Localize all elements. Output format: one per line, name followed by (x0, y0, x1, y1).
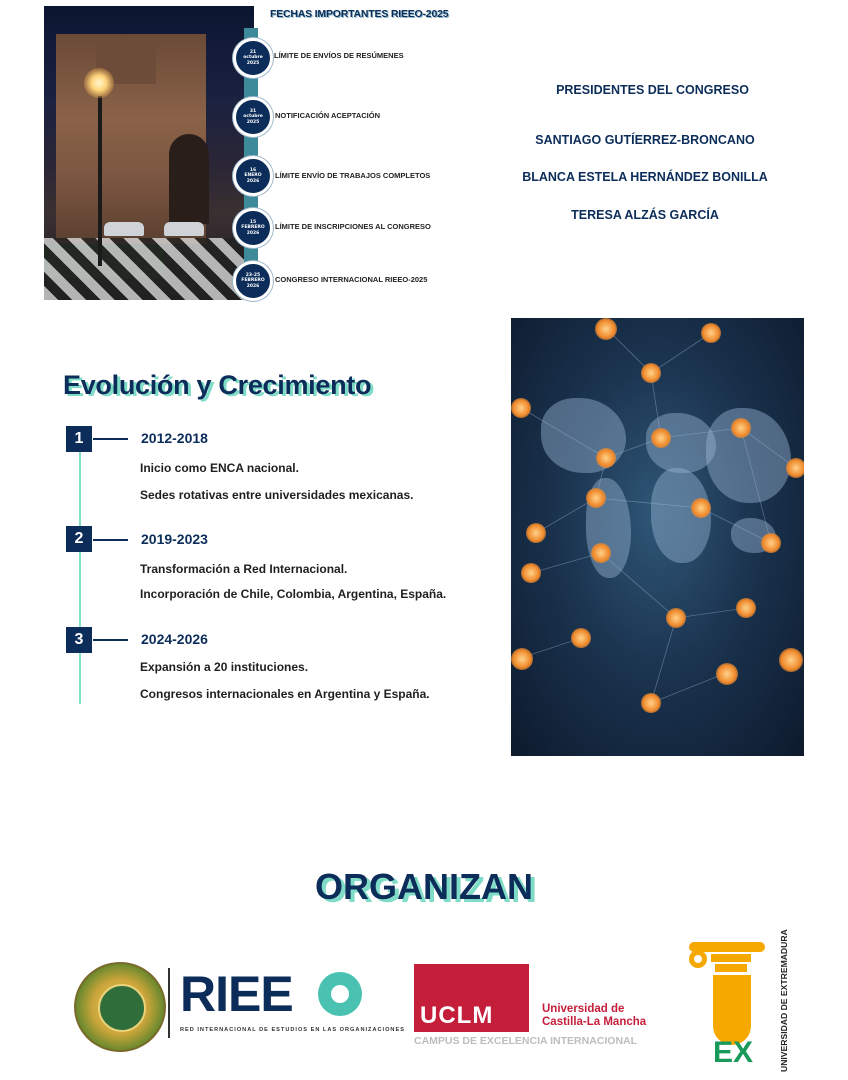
plaza-church-photo (44, 6, 254, 300)
global-network-image (511, 318, 804, 756)
stage-number: 2 (66, 526, 92, 552)
uclm-name: Universidad de Castilla-La Mancha (542, 1003, 647, 1028)
date-badge: 23-25 FEBRERO 2026 (233, 261, 273, 301)
uex-column-capital-icon (689, 938, 765, 976)
network-node-icon (511, 648, 533, 670)
rieeo-logo-word: RIEE (180, 966, 293, 1022)
network-node-icon (666, 608, 686, 628)
uclm-logo-word: UCLM (420, 1002, 494, 1029)
stage-line: Expansión a 20 instituciones. (140, 660, 309, 674)
network-node-icon (511, 398, 531, 418)
network-node-icon (595, 318, 617, 340)
network-node-icon (596, 448, 616, 468)
network-node-icon (736, 598, 756, 618)
network-node-icon (521, 563, 541, 583)
stage-line: Sedes rotativas entre universidades mexicanas. (140, 488, 414, 502)
date-badge: 15 FEBRERO 2026 (233, 208, 273, 248)
network-node-icon (651, 428, 671, 448)
fechas-title: FECHAS IMPORTANTES RIEEO-2025 (270, 8, 449, 20)
stage-line: Transformación a Red Internacional. (140, 562, 348, 576)
uex-vertical-text: UNIVERSIDAD DE EXTREMADURA (779, 929, 789, 1072)
date-label: NOTIFICACIÓN ACEPTACIÓN (275, 111, 380, 120)
network-node-icon (761, 533, 781, 553)
president-name: BLANCA ESTELA HERNÁNDEZ BONILLA (522, 170, 768, 184)
lamp-post (98, 96, 102, 266)
network-node-icon (571, 628, 591, 648)
rieeo-subtitle: RED INTERNACIONAL DE ESTUDIOS EN LAS ORGANIZACIONES (180, 1027, 405, 1033)
stage-period: 2019-2023 (141, 531, 208, 547)
logo-divider (168, 968, 170, 1038)
network-node-icon (691, 498, 711, 518)
stage-line: Incorporación de Chile, Colombia, Argentina, España. (140, 587, 447, 601)
uex-u-shape (713, 975, 751, 1045)
date-label: CONGRESO INTERNACIONAL RIEEO-2025 (275, 275, 428, 284)
university-seal-logo (74, 962, 166, 1052)
car (104, 222, 144, 236)
checkered-plaza (44, 238, 254, 300)
stage-line: Inicio como ENCA nacional. (140, 461, 299, 475)
uex-logo-word: EX (713, 1036, 754, 1069)
date-label: LÍMITE DE ENVÍOS DE RESÚMENES (274, 51, 404, 60)
stage-number: 3 (66, 627, 92, 653)
stage-period: 2024-2026 (141, 631, 208, 647)
network-node-icon (731, 418, 751, 438)
car (164, 222, 204, 236)
date-label: LÍMITE ENVÍO DE TRABAJOS COMPLETOS (275, 171, 431, 180)
date-badge: 21 octubre 2025 (233, 38, 273, 78)
uex-vertical-name (777, 929, 791, 1072)
stage-rule (93, 438, 128, 440)
evolution-title: Evolución y Crecimiento (63, 370, 372, 400)
president-name: TERESA ALZÁS GARCÍA (571, 208, 719, 222)
network-node-icon (641, 363, 661, 383)
stage-number: 1 (66, 426, 92, 452)
network-node-icon (786, 458, 804, 478)
network-node-icon (716, 663, 738, 685)
presidents-title: PRESIDENTES DEL CONGRESO (556, 83, 749, 97)
rieeo-network-o-icon (318, 972, 362, 1016)
church-arch-door (169, 134, 209, 224)
lamp-light-icon (84, 68, 114, 98)
organizers-title: ORGANIZAN (315, 866, 533, 907)
network-node-icon (779, 648, 803, 672)
stage-rule (93, 539, 128, 541)
stage-line: Congresos internacionales en Argentina y España. (140, 687, 430, 701)
president-name: SANTIAGO GUTÍERREZ-BRONCANO (535, 133, 755, 147)
network-node-icon (586, 488, 606, 508)
date-badge: 31 octubre 2025 (233, 97, 273, 137)
network-node-icon (526, 523, 546, 543)
stage-period: 2012-2018 (141, 430, 208, 446)
network-node-icon (641, 693, 661, 713)
stage-rule (93, 639, 128, 641)
uclm-campus-text: CAMPUS DE EXCELENCIA INTERNACIONAL (414, 1035, 638, 1047)
network-node-icon (701, 323, 721, 343)
date-badge: 16 ENERO 2026 (233, 156, 273, 196)
date-label: LÍMITE DE INSCRIPCIONES AL CONGRESO (275, 222, 431, 231)
evolution-vertical-line (79, 452, 81, 704)
network-node-icon (591, 543, 611, 563)
seal-emblem (98, 984, 146, 1032)
